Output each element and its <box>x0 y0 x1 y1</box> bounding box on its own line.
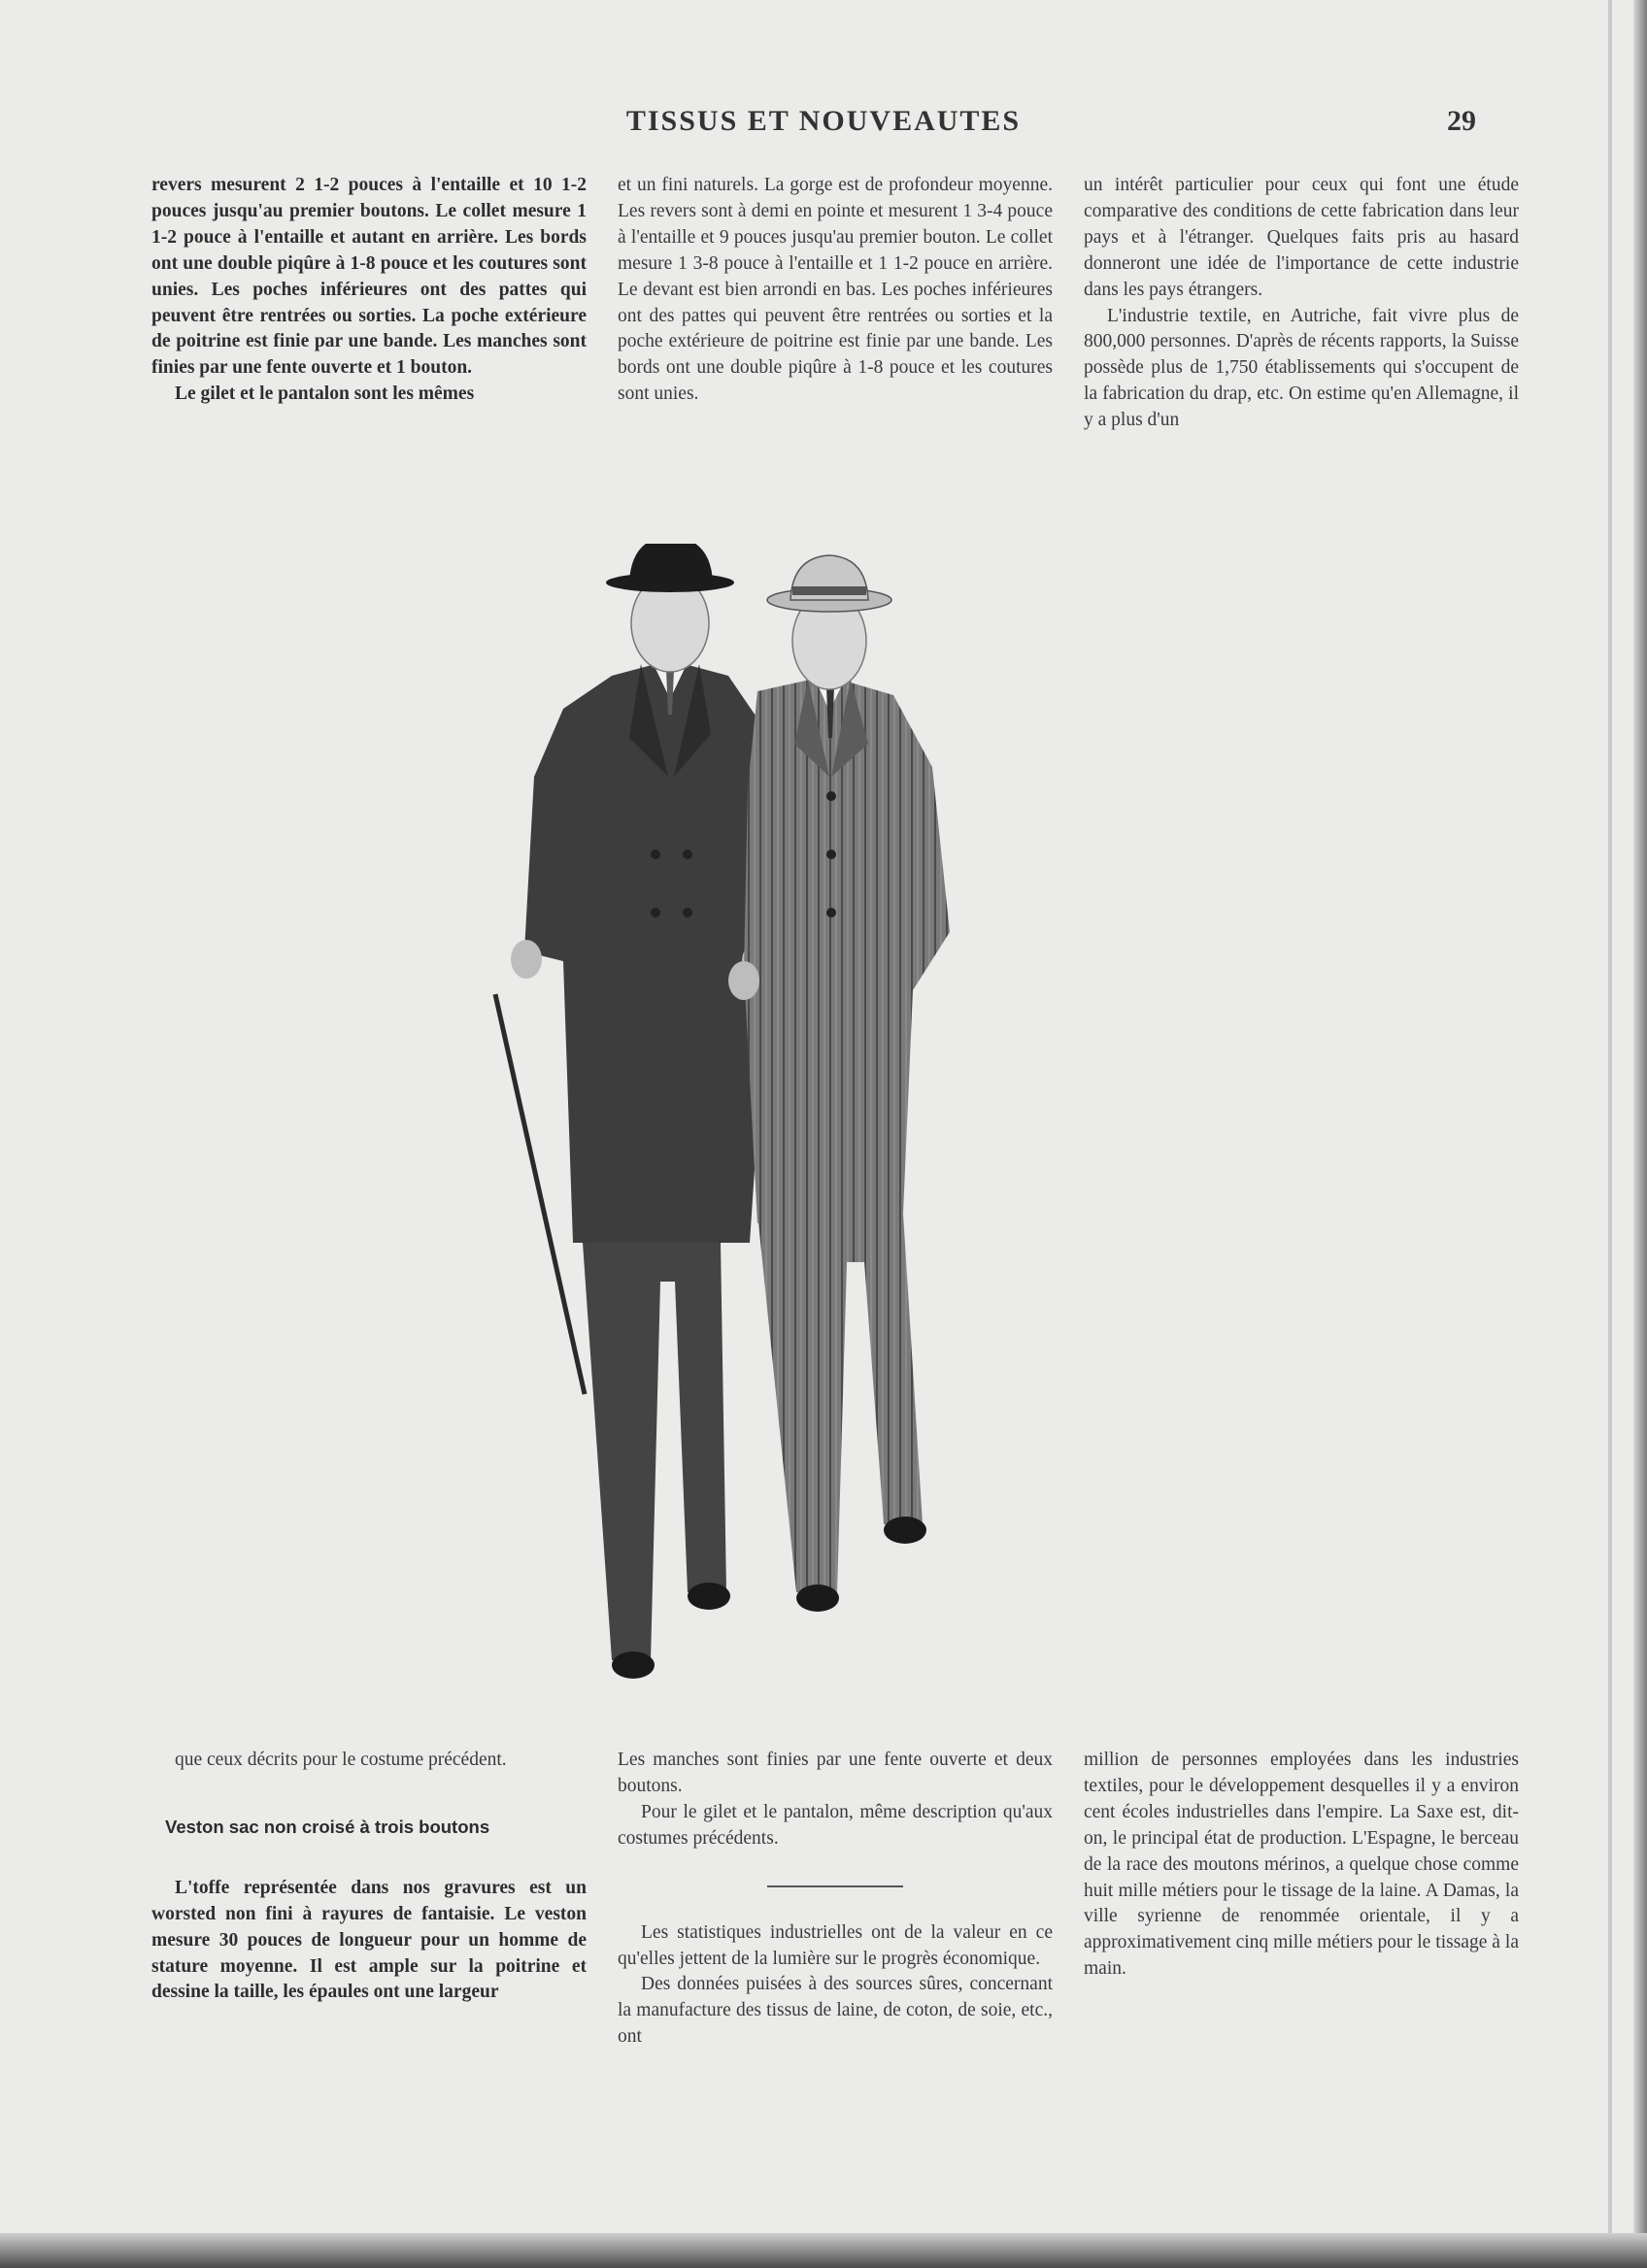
bottom-col1-paragraph-2: L'toffe représentée dans nos gravures est un worsted non fini à rayures de fantaisie. Le veston mesure 30 pouces de longueur pour un homme de stature moyenne. Il est ample sur la poitrine et dessine la taille, les épaules ont une largeur <box>151 1877 587 2003</box>
left-figure <box>495 544 773 1679</box>
bottom-col3-paragraph-1: million de personnes employées dans les industries textiles, pour le développement desquelles il y a environ cent écoles industrielles dans l'empire. La Saxe est, dit-on, le principal état de production. L'Espagne, le berceau de la race des moutons mérinos, a quelque chose comme huit mille métiers pour le tissage de la laine. A Damas, la ville syrienne de renommée orientale, il y a approximativement cinq mille métiers pour le tissage à la main. <box>1084 1750 1519 1980</box>
running-header: TISSUS ET NOUVEAUTES <box>625 105 1022 137</box>
bottom-column-1 <box>151 1748 587 2006</box>
page-number: 29 <box>1447 105 1476 137</box>
bottom-col2-paragraph-3: Les statistiques industrielles ont de la valeur en ce qu'elles jettent de la lumière sur le progrès économique. <box>618 1921 1053 1969</box>
top-col3-paragraph-1: un intérêt particulier pour ceux qui font une étude comparative des conditions de cette fabrication dans leur pays et à l'étranger. Quelques faits pris au hasard donneront une idée de l'importance de cette industrie dans les pays étrangers. <box>1084 175 1519 300</box>
top-col1-paragraph-2: Le gilet et le pantalon sont les mêmes <box>175 384 475 405</box>
page-edge-right <box>1633 0 1647 2268</box>
page-edge-bottom <box>0 2233 1647 2268</box>
bottom-col2-paragraph-2: Pour le gilet et le pantalon, même description qu'aux costumes précédents. <box>618 1801 1053 1849</box>
bottom-column-2 <box>618 1748 1053 2051</box>
top-col3-paragraph-2: L'industrie textile, en Autriche, fait vivre plus de 800,000 personnes. D'après de récents rapports, la Suisse possède plus de 1,750 établissements qui s'occupent de la fabrication du drap, etc. On estime qu'en Allemagne, il y a plus d'un <box>1084 305 1519 431</box>
top-column-2 <box>618 173 1053 408</box>
bottom-col2-paragraph-1: Les manches sont finies par une fente ouverte et deux boutons. <box>618 1750 1053 1796</box>
section-subheading: Veston sac non croisé à trois boutons <box>165 1816 490 1837</box>
top-column-3 <box>1084 173 1519 434</box>
bottom-column-3 <box>1084 1748 1519 1983</box>
top-col2-paragraph-1: et un fini naturels. La gorge est de profondeur moyenne. Les revers sont à demi en pointe et mesurent 1 3-4 pouce à l'entaille et 9 pouces jusqu'au premier bouton. Le collet mesure 1 3-8 pouce à l'entaille et 1 1-2 pouce en arrière. Le devant est bien arrondi en bas. Les poches inférieures ont des pattes qui peuvent être rentrées ou sorties et la poche extérieure de poitrine est finie par une bande. Les bords ont une double piqûre à 1-8 pouce et les coutures sont unies. <box>618 175 1053 405</box>
section-divider <box>767 1885 903 1887</box>
bottom-col1-paragraph-1: que ceux décrits pour le costume précédent. <box>175 1750 507 1770</box>
top-column-1 <box>151 173 587 408</box>
bottom-col2-paragraph-4: Des données puisées à des sources sûres, concernant la manufacture des tissus de laine, de coton, de soie, etc., ont <box>618 1974 1053 2048</box>
right-figure <box>728 555 950 1612</box>
top-col1-paragraph-1: revers mesurent 2 1-2 pouces à l'entaille et 10 1-2 pouces jusqu'au premier boutons. Le collet mesure 1 1-2 pouce à l'entaille et autant en arrière. Les bords ont une double piqûre à 1-8 pouce et les coutures sont unies. Les poches inférieures ont des pattes qui peuvent être rentrées ou sorties. La poche extérieure de poitrine est finie par une bande. Les manches sont finies par une fente ouverte et 1 bouton. <box>151 175 587 379</box>
fashion-illustration <box>466 544 1204 1709</box>
page-gutter-line <box>1608 0 1612 2268</box>
